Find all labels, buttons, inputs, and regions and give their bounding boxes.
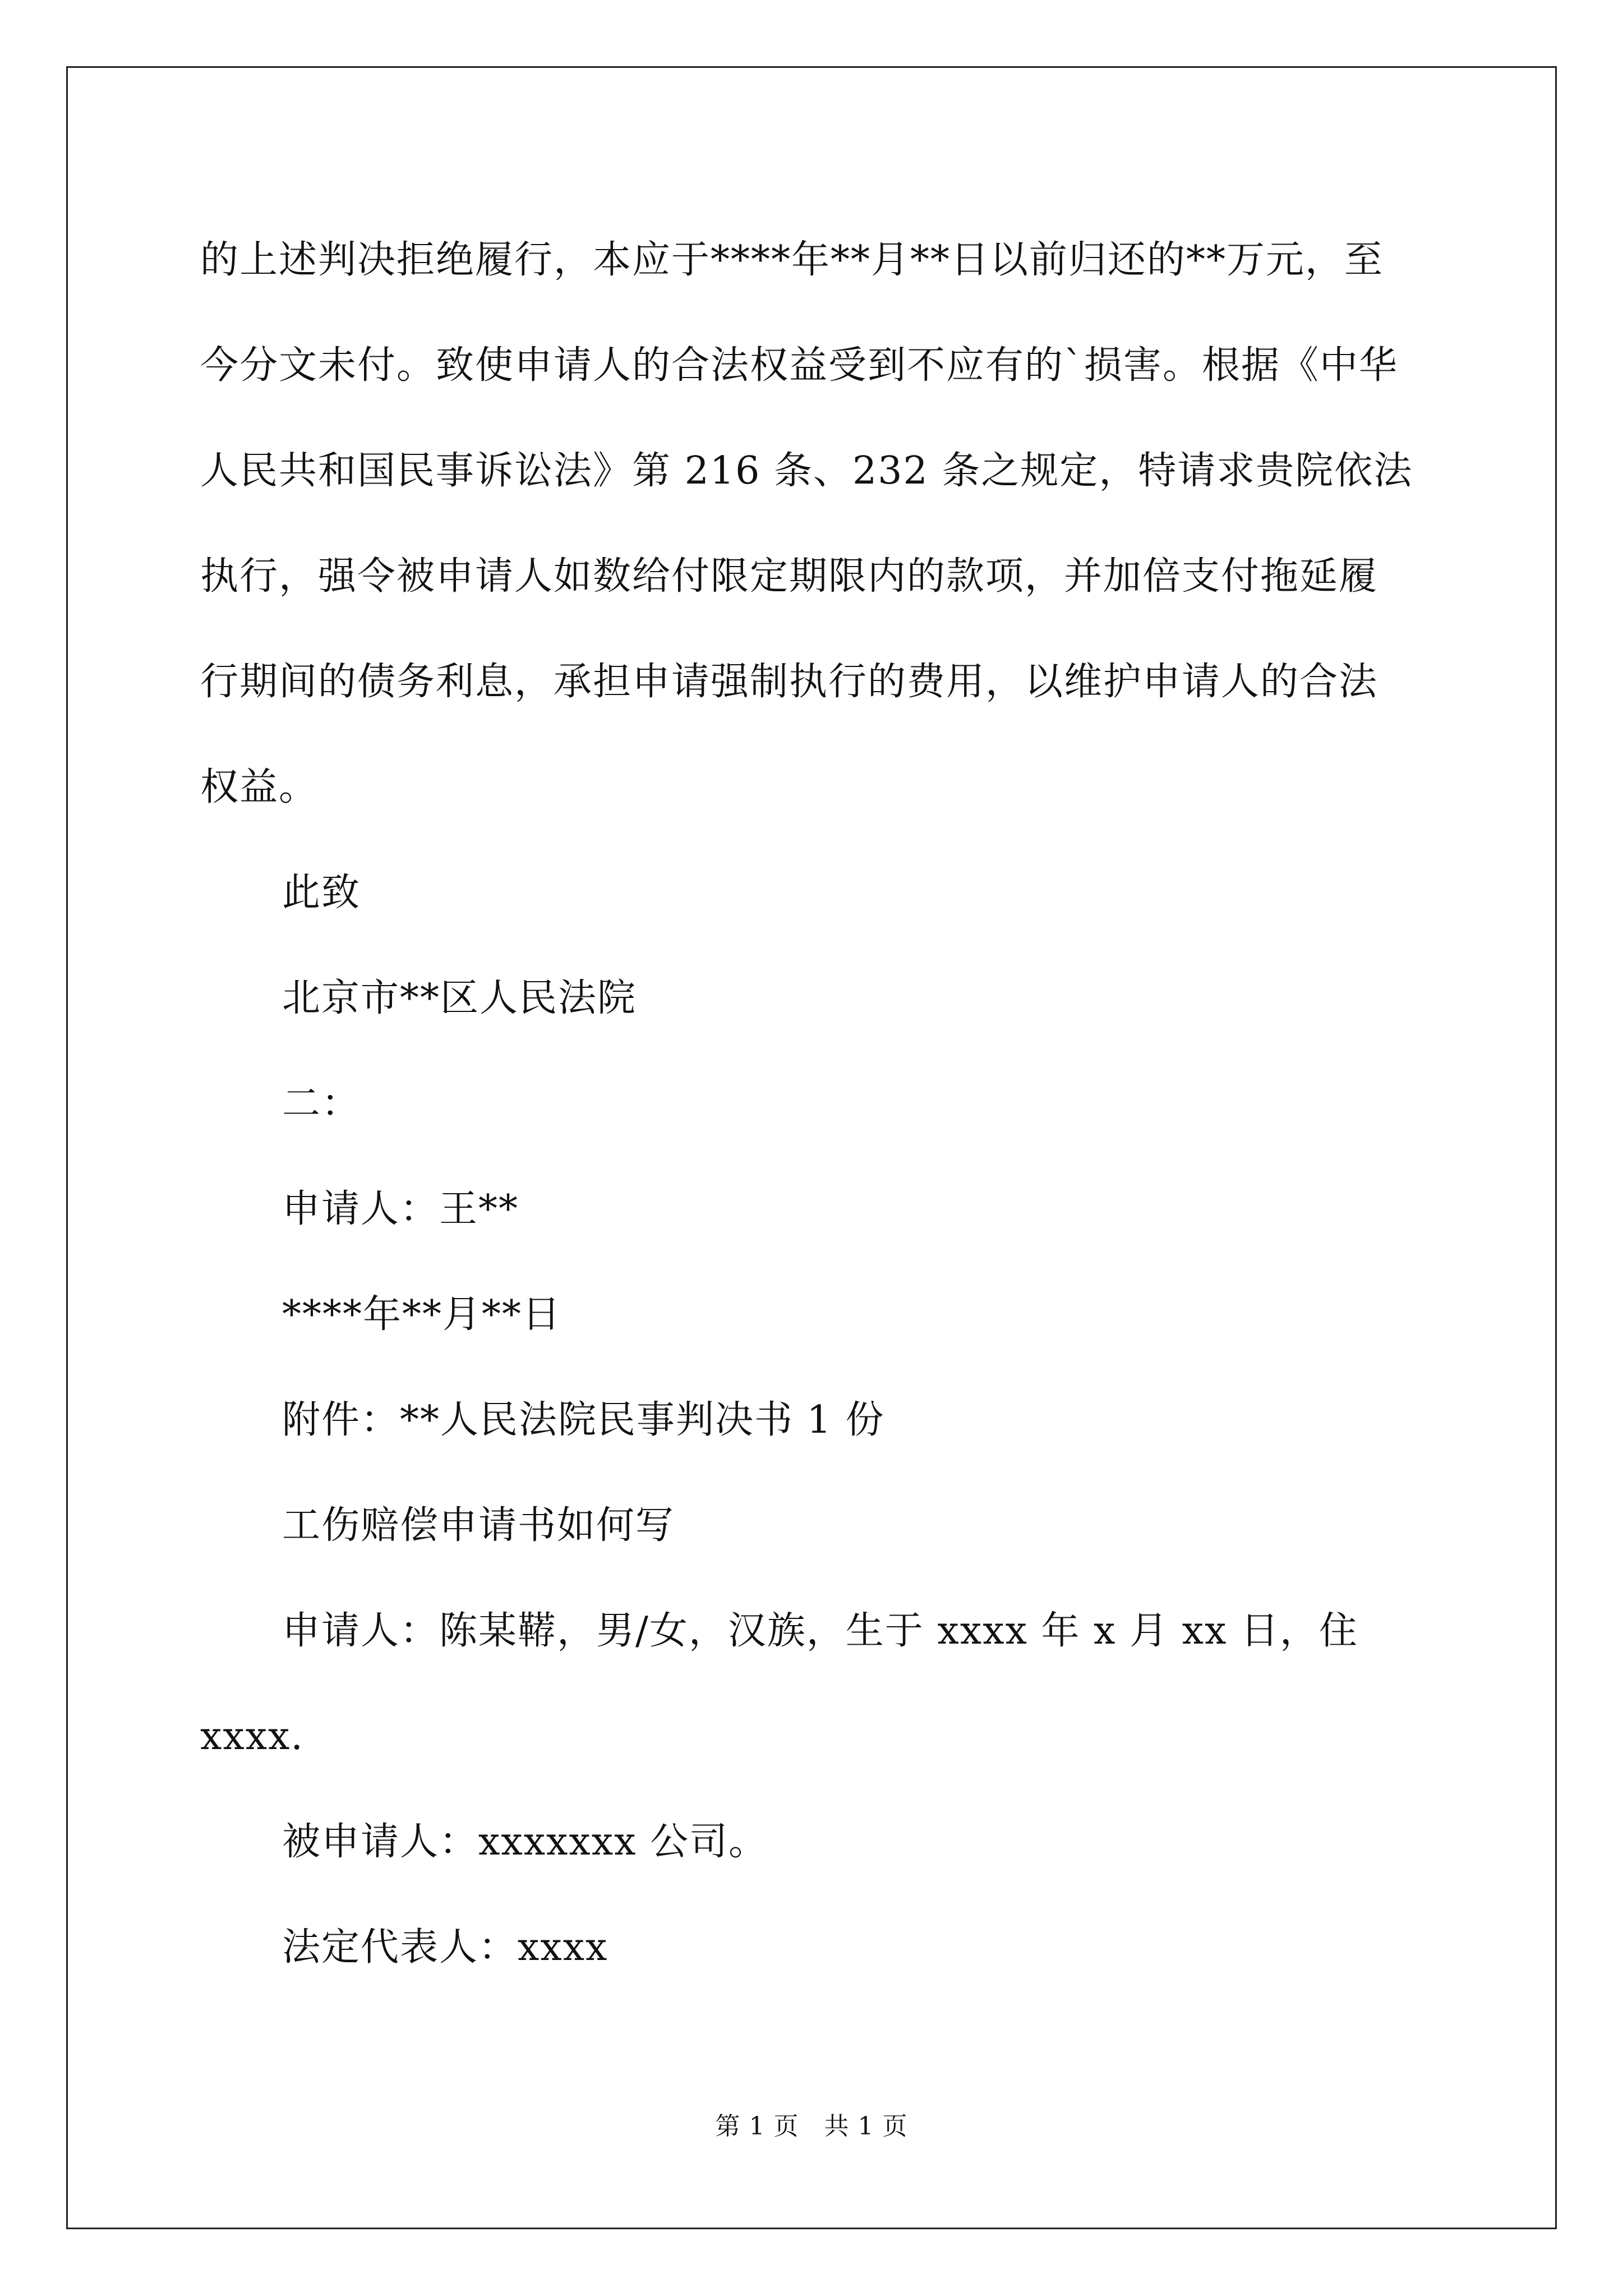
salutation: 此致 [282,871,361,915]
attachment-line: 附件：**人民法院民事判决书 1 份 [282,1398,885,1442]
legal-representative-line: 法定代表人：xxxx [282,1925,608,1970]
recipient-court: 北京市**区人民法院 [282,976,637,1020]
section-heading: 二： [282,1082,361,1126]
document-body [200,208,1434,2000]
page-number-footer: 第 1 页 共 1 页 [715,2112,908,2141]
subheading: 工伤赔偿申请书如何写 [282,1503,675,1548]
applicant-address: xxxx. [200,1714,305,1759]
body-line-2: 今分文未付。致使申请人的合法权益受到不应有的`损害。根据《中华 [200,343,1399,388]
applicant-signature: 申请人：王** [282,1187,519,1231]
respondent-line: 被申请人：xxxxxxx 公司。 [282,1820,768,1864]
signature-date: ****年**月**日 [282,1292,562,1337]
body-line-1: 的上述判决拒绝履行，本应于****年**月**日以前归还的**万元，至 [200,238,1384,282]
body-line-5: 行期间的债务利息，承担申请强制执行的费用，以维护申请人的合法 [200,660,1378,704]
body-line-4: 执行，强令被申请人如数给付限定期限内的款项，并加倍支付拖延履 [200,554,1378,599]
body-line-3: 人民共和国民事诉讼法》第 216 条、232 条之规定，特请求贵院依法 [200,449,1413,493]
applicant-info: 申请人：陈某鞯，男/女，汉族，生于 xxxx 年 x 月 xx 日，住 [282,1609,1359,1653]
body-line-6: 权益。 [200,765,319,809]
